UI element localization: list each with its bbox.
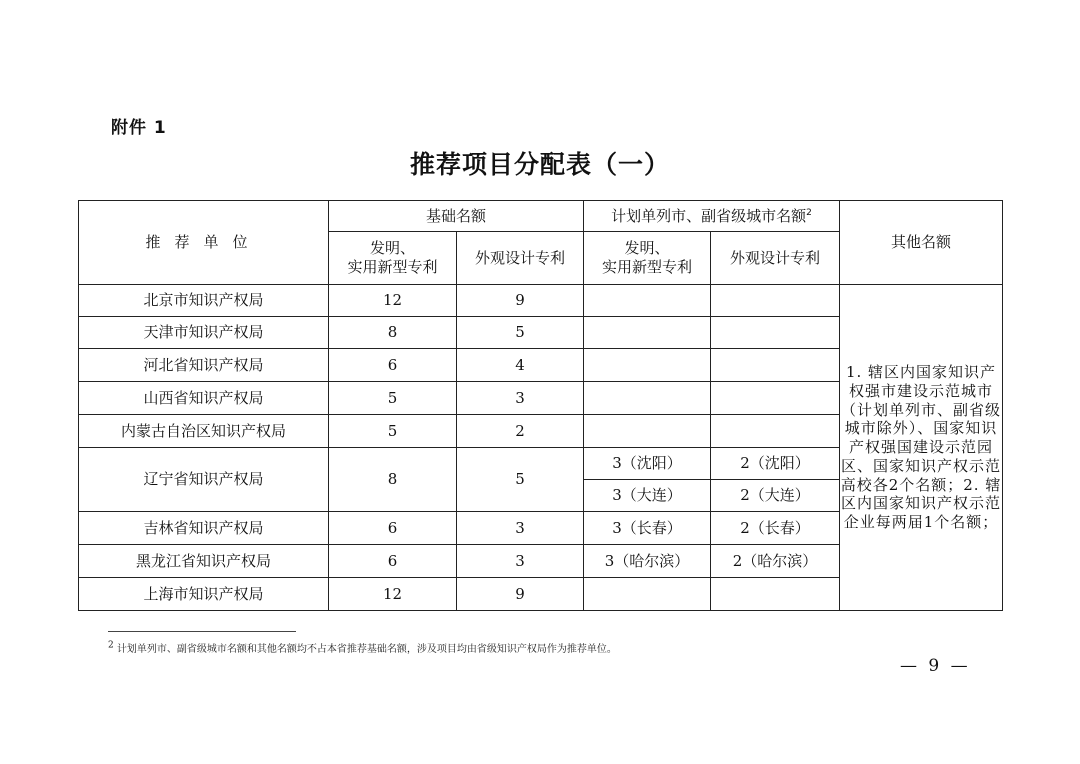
- basic-design-cell: 3: [457, 382, 584, 415]
- basic-design-cell: 3: [457, 545, 584, 578]
- city-invention-cell: [584, 578, 711, 611]
- city-invention-cell: [584, 415, 711, 448]
- city-invention-cell: [584, 349, 711, 382]
- unit-cell: 北京市知识产权局: [79, 285, 329, 317]
- city-invention-cell: 3（沈阳）: [584, 448, 711, 480]
- attachment-label: 附件 1: [111, 118, 167, 138]
- unit-cell: 河北省知识产权局: [79, 349, 329, 382]
- city-invention-cell: [584, 317, 711, 349]
- unit-cell: 辽宁省知识产权局: [79, 448, 329, 512]
- header-city-invention: [584, 232, 711, 285]
- basic-invention-cell: 6: [329, 512, 457, 545]
- header-city-invention-line2: 实用新型专利: [602, 258, 693, 276]
- city-design-cell: [711, 349, 840, 382]
- city-invention-cell: 3（长春）: [584, 512, 711, 545]
- header-other-quota: 其他名额: [840, 201, 1003, 285]
- header-basic-invention-line2: 实用新型专利: [347, 258, 438, 276]
- footnote: [108, 640, 617, 655]
- unit-cell: 天津市知识产权局: [79, 317, 329, 349]
- basic-invention-cell: 12: [329, 285, 457, 317]
- unit-cell: 上海市知识产权局: [79, 578, 329, 611]
- header-basic-invention-line1: 发明、: [369, 239, 415, 258]
- header-city-quota-label: 计划单列市、副省级城市名额: [611, 206, 807, 225]
- unit-cell: 黑龙江省知识产权局: [79, 545, 329, 578]
- basic-design-cell: 5: [457, 317, 584, 349]
- city-invention-cell: 3（哈尔滨）: [584, 545, 711, 578]
- unit-cell: 内蒙古自治区知识产权局: [79, 415, 329, 448]
- basic-invention-cell: 12: [329, 578, 457, 611]
- city-design-cell: [711, 382, 840, 415]
- header-basic-quota: 基础名额: [329, 201, 584, 232]
- city-design-cell: [711, 285, 840, 317]
- unit-cell: 吉林省知识产权局: [79, 512, 329, 545]
- basic-invention-cell: 5: [329, 415, 457, 448]
- table-row: [79, 285, 1003, 317]
- basic-design-cell: 3: [457, 512, 584, 545]
- basic-invention-cell: 6: [329, 545, 457, 578]
- header-basic-invention: [329, 232, 457, 285]
- city-design-cell: [711, 317, 840, 349]
- footnote-text: 计划单列市、副省级城市名额和其他名额均不占本省推荐基础名额，涉及项目均由省级知识产权局作为推荐单位。: [116, 644, 617, 655]
- basic-design-cell: 5: [457, 448, 584, 512]
- basic-invention-cell: 6: [329, 349, 457, 382]
- basic-invention-cell: 8: [329, 448, 457, 512]
- city-design-cell: 2（沈阳）: [711, 448, 840, 480]
- page-number: — 9 —: [900, 656, 971, 676]
- basic-design-cell: 9: [457, 285, 584, 317]
- other-quota-cell: 1. 辖区内国家知识产权强市建设示范城市（计划单列市、副省级城市除外）、国家知识产权强国建设示范园区、国家知识产权示范高校各2个名额；2. 辖区内国家知识产权示范企业每两届1个名额；: [840, 285, 1003, 611]
- page-title: 推荐项目分配表（一）: [409, 150, 670, 179]
- basic-invention-cell: 5: [329, 382, 457, 415]
- city-design-cell: 2（长春）: [711, 512, 840, 545]
- city-invention-cell: 3（大连）: [584, 480, 711, 512]
- header-city-invention-line1: 发明、: [624, 239, 670, 258]
- city-design-cell: [711, 415, 840, 448]
- city-invention-cell: [584, 285, 711, 317]
- basic-invention-cell: 8: [329, 317, 457, 349]
- header-unit: 推荐单位: [79, 201, 329, 285]
- basic-design-cell: 2: [457, 415, 584, 448]
- city-design-cell: 2（哈尔滨）: [711, 545, 840, 578]
- city-design-cell: [711, 578, 840, 611]
- header-city-design: 外观设计专利: [711, 232, 840, 285]
- footnote-number: 2: [108, 640, 114, 651]
- footnote-separator: [108, 631, 296, 632]
- city-invention-cell: [584, 382, 711, 415]
- city-design-cell: 2（大连）: [711, 480, 840, 512]
- allocation-table: [78, 200, 1003, 611]
- basic-design-cell: 9: [457, 578, 584, 611]
- header-city-quota: [584, 201, 840, 232]
- footnote-mark: 2: [806, 207, 812, 218]
- header-basic-design: 外观设计专利: [457, 232, 584, 285]
- unit-cell: 山西省知识产权局: [79, 382, 329, 415]
- basic-design-cell: 4: [457, 349, 584, 382]
